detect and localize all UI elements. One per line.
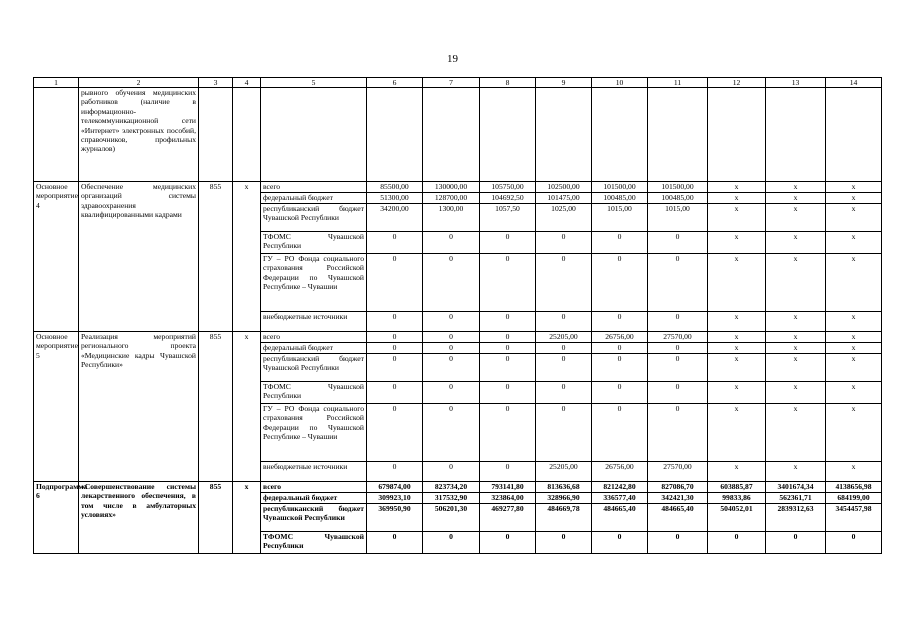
value-cell: 0 [592, 382, 648, 404]
value-cell: 0 [423, 232, 480, 254]
value-cell: х [708, 204, 766, 232]
value-cell: 0 [592, 232, 648, 254]
table-row [34, 482, 882, 493]
value-cell: 25205,00 [536, 332, 592, 343]
value-cell: 821242,80 [592, 482, 648, 493]
value-cell: 823734,20 [423, 482, 480, 493]
value-cell: 101475,00 [536, 193, 592, 204]
value-cell: 0 [367, 354, 423, 382]
value-cell: 101500,00 [648, 182, 708, 193]
value-cell: 0 [536, 232, 592, 254]
header-cell: 10 [592, 78, 648, 88]
value-cell: х [708, 462, 766, 482]
value-cell: х [826, 193, 882, 204]
value-cell: 0 [367, 462, 423, 482]
value-cell: 0 [367, 382, 423, 404]
value-cell: х [766, 193, 826, 204]
value-cell: 0 [480, 332, 536, 343]
value-cell: 323864,00 [480, 493, 536, 504]
value-cell: 128700,00 [423, 193, 480, 204]
block-col4: х [233, 182, 261, 332]
value-cell: 0 [592, 404, 648, 462]
value-cell: 504052,01 [708, 504, 766, 532]
value-cell: х [826, 354, 882, 382]
value-cell: х [708, 182, 766, 193]
carry-empty-cell [261, 88, 367, 182]
page-number: 19 [447, 53, 458, 65]
value-cell: 0 [480, 404, 536, 462]
value-cell: х [826, 182, 882, 193]
value-cell: х [708, 312, 766, 332]
value-cell: х [826, 332, 882, 343]
value-cell: 1057,50 [480, 204, 536, 232]
value-cell: х [708, 382, 766, 404]
value-cell: 27570,00 [648, 462, 708, 482]
block-code: 855 [199, 482, 233, 554]
value-cell: х [826, 232, 882, 254]
value-cell: 684199,00 [826, 493, 882, 504]
header-cell: 5 [261, 78, 367, 88]
header-cell: 9 [536, 78, 592, 88]
value-cell: 0 [536, 312, 592, 332]
row-label: всего [261, 182, 367, 193]
value-cell: 484669,78 [536, 504, 592, 532]
value-cell: 4138656,98 [826, 482, 882, 493]
value-cell: 100485,00 [592, 193, 648, 204]
row-label: всего [261, 482, 367, 493]
carry-empty-cell [367, 88, 423, 182]
value-cell: 0 [536, 404, 592, 462]
value-cell: 0 [367, 332, 423, 343]
carry-empty-cell [536, 88, 592, 182]
header-cell: 13 [766, 78, 826, 88]
block-name: Подпрограмма 6 [34, 482, 79, 554]
header-cell: 8 [480, 78, 536, 88]
value-cell: 0 [536, 382, 592, 404]
value-cell: 0 [367, 312, 423, 332]
value-cell: 85500,00 [367, 182, 423, 193]
value-cell: х [708, 332, 766, 343]
value-cell: 827086,70 [648, 482, 708, 493]
value-cell: х [826, 204, 882, 232]
value-cell: 0 [423, 343, 480, 354]
carry-empty-cell [826, 88, 882, 182]
value-cell: 0 [648, 343, 708, 354]
value-cell: 0 [480, 254, 536, 312]
value-cell: 0 [648, 382, 708, 404]
value-cell: х [766, 354, 826, 382]
value-cell: 100485,00 [648, 193, 708, 204]
value-cell: 469277,80 [480, 504, 536, 532]
value-cell: 102500,00 [536, 182, 592, 193]
budget-table [33, 77, 882, 554]
value-cell: х [766, 332, 826, 343]
value-cell: 0 [826, 532, 882, 554]
value-cell: х [826, 343, 882, 354]
value-cell: х [766, 404, 826, 462]
value-cell: х [826, 462, 882, 482]
value-cell: 0 [648, 312, 708, 332]
value-cell: 336577,40 [592, 493, 648, 504]
value-cell: 484665,40 [648, 504, 708, 532]
header-cell: 3 [199, 78, 233, 88]
value-cell: 562361,71 [766, 493, 826, 504]
value-cell: 0 [536, 532, 592, 554]
value-cell: 0 [423, 254, 480, 312]
value-cell: 484665,40 [592, 504, 648, 532]
carry-empty-cell [233, 88, 261, 182]
value-cell: х [708, 232, 766, 254]
value-cell: 0 [367, 532, 423, 554]
table-row [34, 332, 882, 343]
row-label: внебюджетные источники [261, 462, 367, 482]
header-cell: 1 [34, 78, 79, 88]
header-row [34, 78, 882, 88]
block-title: Обеспечение медицинских организаций системы здравоохранения квалифицированными кадрами [79, 182, 199, 332]
value-cell: 0 [592, 312, 648, 332]
value-cell: х [826, 254, 882, 312]
row-label: федеральный бюджет [261, 343, 367, 354]
value-cell: 0 [592, 532, 648, 554]
value-cell: 0 [423, 462, 480, 482]
carry-empty-cell [480, 88, 536, 182]
block-code: 855 [199, 332, 233, 482]
carry-empty-cell [423, 88, 480, 182]
table-row [34, 182, 882, 193]
row-label: республиканский бюджет Чувашской Республики [261, 204, 367, 232]
carry-empty-cell [766, 88, 826, 182]
value-cell: 0 [423, 404, 480, 462]
carry-empty-cell [592, 88, 648, 182]
value-cell: 130000,00 [423, 182, 480, 193]
block-title: «Совершенствование системы лекарственного обеспечения, в том числе в амбулаторных условиях» [79, 482, 199, 554]
value-cell: 0 [592, 254, 648, 312]
value-cell: х [708, 404, 766, 462]
value-cell: 105750,00 [480, 182, 536, 193]
value-cell: 679874,00 [367, 482, 423, 493]
value-cell: х [766, 343, 826, 354]
value-cell: 0 [648, 254, 708, 312]
value-cell: 0 [480, 232, 536, 254]
value-cell: 0 [480, 343, 536, 354]
block-code: 855 [199, 182, 233, 332]
value-cell: 0 [480, 462, 536, 482]
value-cell: 0 [536, 354, 592, 382]
value-cell: х [826, 404, 882, 462]
row-label: ТФОМС Чувашской Республики [261, 532, 367, 554]
header-cell: 6 [367, 78, 423, 88]
value-cell: 0 [536, 254, 592, 312]
value-cell: 342421,30 [648, 493, 708, 504]
value-cell: 99833,86 [708, 493, 766, 504]
row-label: ТФОМС Чувашской Республики [261, 232, 367, 254]
value-cell: 813636,68 [536, 482, 592, 493]
row-label: федеральный бюджет [261, 493, 367, 504]
value-cell: 51300,00 [367, 193, 423, 204]
block-col4: х [233, 482, 261, 554]
row-label: внебюджетные источники [261, 312, 367, 332]
value-cell: 0 [367, 232, 423, 254]
header-cell: 7 [423, 78, 480, 88]
value-cell: 0 [766, 532, 826, 554]
value-cell: х [766, 254, 826, 312]
value-cell: 1300,00 [423, 204, 480, 232]
row-label: федеральный бюджет [261, 193, 367, 204]
value-cell: х [766, 204, 826, 232]
value-cell: 0 [480, 532, 536, 554]
block-name: Основное мероприятие 4 [34, 182, 79, 332]
value-cell: 0 [480, 382, 536, 404]
value-cell: 0 [648, 354, 708, 382]
value-cell: 0 [423, 312, 480, 332]
value-cell: 0 [592, 354, 648, 382]
value-cell: х [766, 462, 826, 482]
block-name: Основное мероприятие 5 [34, 332, 79, 482]
value-cell: 0 [480, 354, 536, 382]
value-cell: 328966,90 [536, 493, 592, 504]
row-label: республиканский бюджет Чувашской Республики [261, 504, 367, 532]
value-cell: 0 [423, 382, 480, 404]
value-cell: 0 [367, 404, 423, 462]
value-cell: 0 [367, 343, 423, 354]
block-title: Реализация мероприятий регионального проекта «Медицинские кадры Чувашской Республики» [79, 332, 199, 482]
value-cell: 369950,90 [367, 504, 423, 532]
value-cell: 27570,00 [648, 332, 708, 343]
row-label: ТФОМС Чувашской Республики [261, 382, 367, 404]
value-cell: 0 [648, 404, 708, 462]
value-cell: 0 [536, 343, 592, 354]
value-cell: 603885,87 [708, 482, 766, 493]
header-cell: 12 [708, 78, 766, 88]
carry-text: рывного обучения медицинских работников (наличие в информационно-телекоммуникационной сети «Интернет» электронных пособий, справочников, профильных журналов) [79, 88, 199, 182]
value-cell: х [708, 343, 766, 354]
value-cell: х [708, 193, 766, 204]
carry-row [34, 88, 882, 182]
header-cell: 2 [79, 78, 199, 88]
value-cell: 104692,50 [480, 193, 536, 204]
value-cell: 1015,00 [648, 204, 708, 232]
value-cell: 317532,90 [423, 493, 480, 504]
value-cell: 25205,00 [536, 462, 592, 482]
value-cell: 0 [423, 332, 480, 343]
value-cell: 793141,80 [480, 482, 536, 493]
value-cell: 309923,10 [367, 493, 423, 504]
value-cell: 0 [592, 343, 648, 354]
value-cell: 506201,30 [423, 504, 480, 532]
value-cell: 26756,00 [592, 462, 648, 482]
carry-empty-cell [708, 88, 766, 182]
value-cell: 1015,00 [592, 204, 648, 232]
row-label: всего [261, 332, 367, 343]
row-label: республиканский бюджет Чувашской Республики [261, 354, 367, 382]
block-col4: х [233, 332, 261, 482]
header-cell: 11 [648, 78, 708, 88]
carry-empty-cell [648, 88, 708, 182]
value-cell: 3401674,34 [766, 482, 826, 493]
value-cell: 3454457,98 [826, 504, 882, 532]
value-cell: х [708, 354, 766, 382]
value-cell: 101500,00 [592, 182, 648, 193]
value-cell: 0 [708, 532, 766, 554]
value-cell: 0 [367, 254, 423, 312]
value-cell: 1025,00 [536, 204, 592, 232]
value-cell: х [766, 382, 826, 404]
value-cell: 0 [423, 532, 480, 554]
value-cell: 0 [648, 232, 708, 254]
value-cell: х [826, 382, 882, 404]
value-cell: 26756,00 [592, 332, 648, 343]
row-label: ГУ – РО Фонда социального страхования Российской Федерации по Чувашской Республике – Чувашии [261, 404, 367, 462]
value-cell: 0 [423, 354, 480, 382]
value-cell: х [766, 232, 826, 254]
value-cell: х [766, 312, 826, 332]
header-cell: 14 [826, 78, 882, 88]
value-cell: х [708, 254, 766, 312]
value-cell: 2839312,63 [766, 504, 826, 532]
value-cell: 34200,00 [367, 204, 423, 232]
row-label: ГУ – РО Фонда социального страхования Российской Федерации по Чувашской Республике – Чувашии [261, 254, 367, 312]
value-cell: х [766, 182, 826, 193]
value-cell: 0 [648, 532, 708, 554]
header-cell: 4 [233, 78, 261, 88]
value-cell: 0 [480, 312, 536, 332]
value-cell: х [826, 312, 882, 332]
carry-cell-1 [34, 88, 79, 182]
carry-empty-cell [199, 88, 233, 182]
